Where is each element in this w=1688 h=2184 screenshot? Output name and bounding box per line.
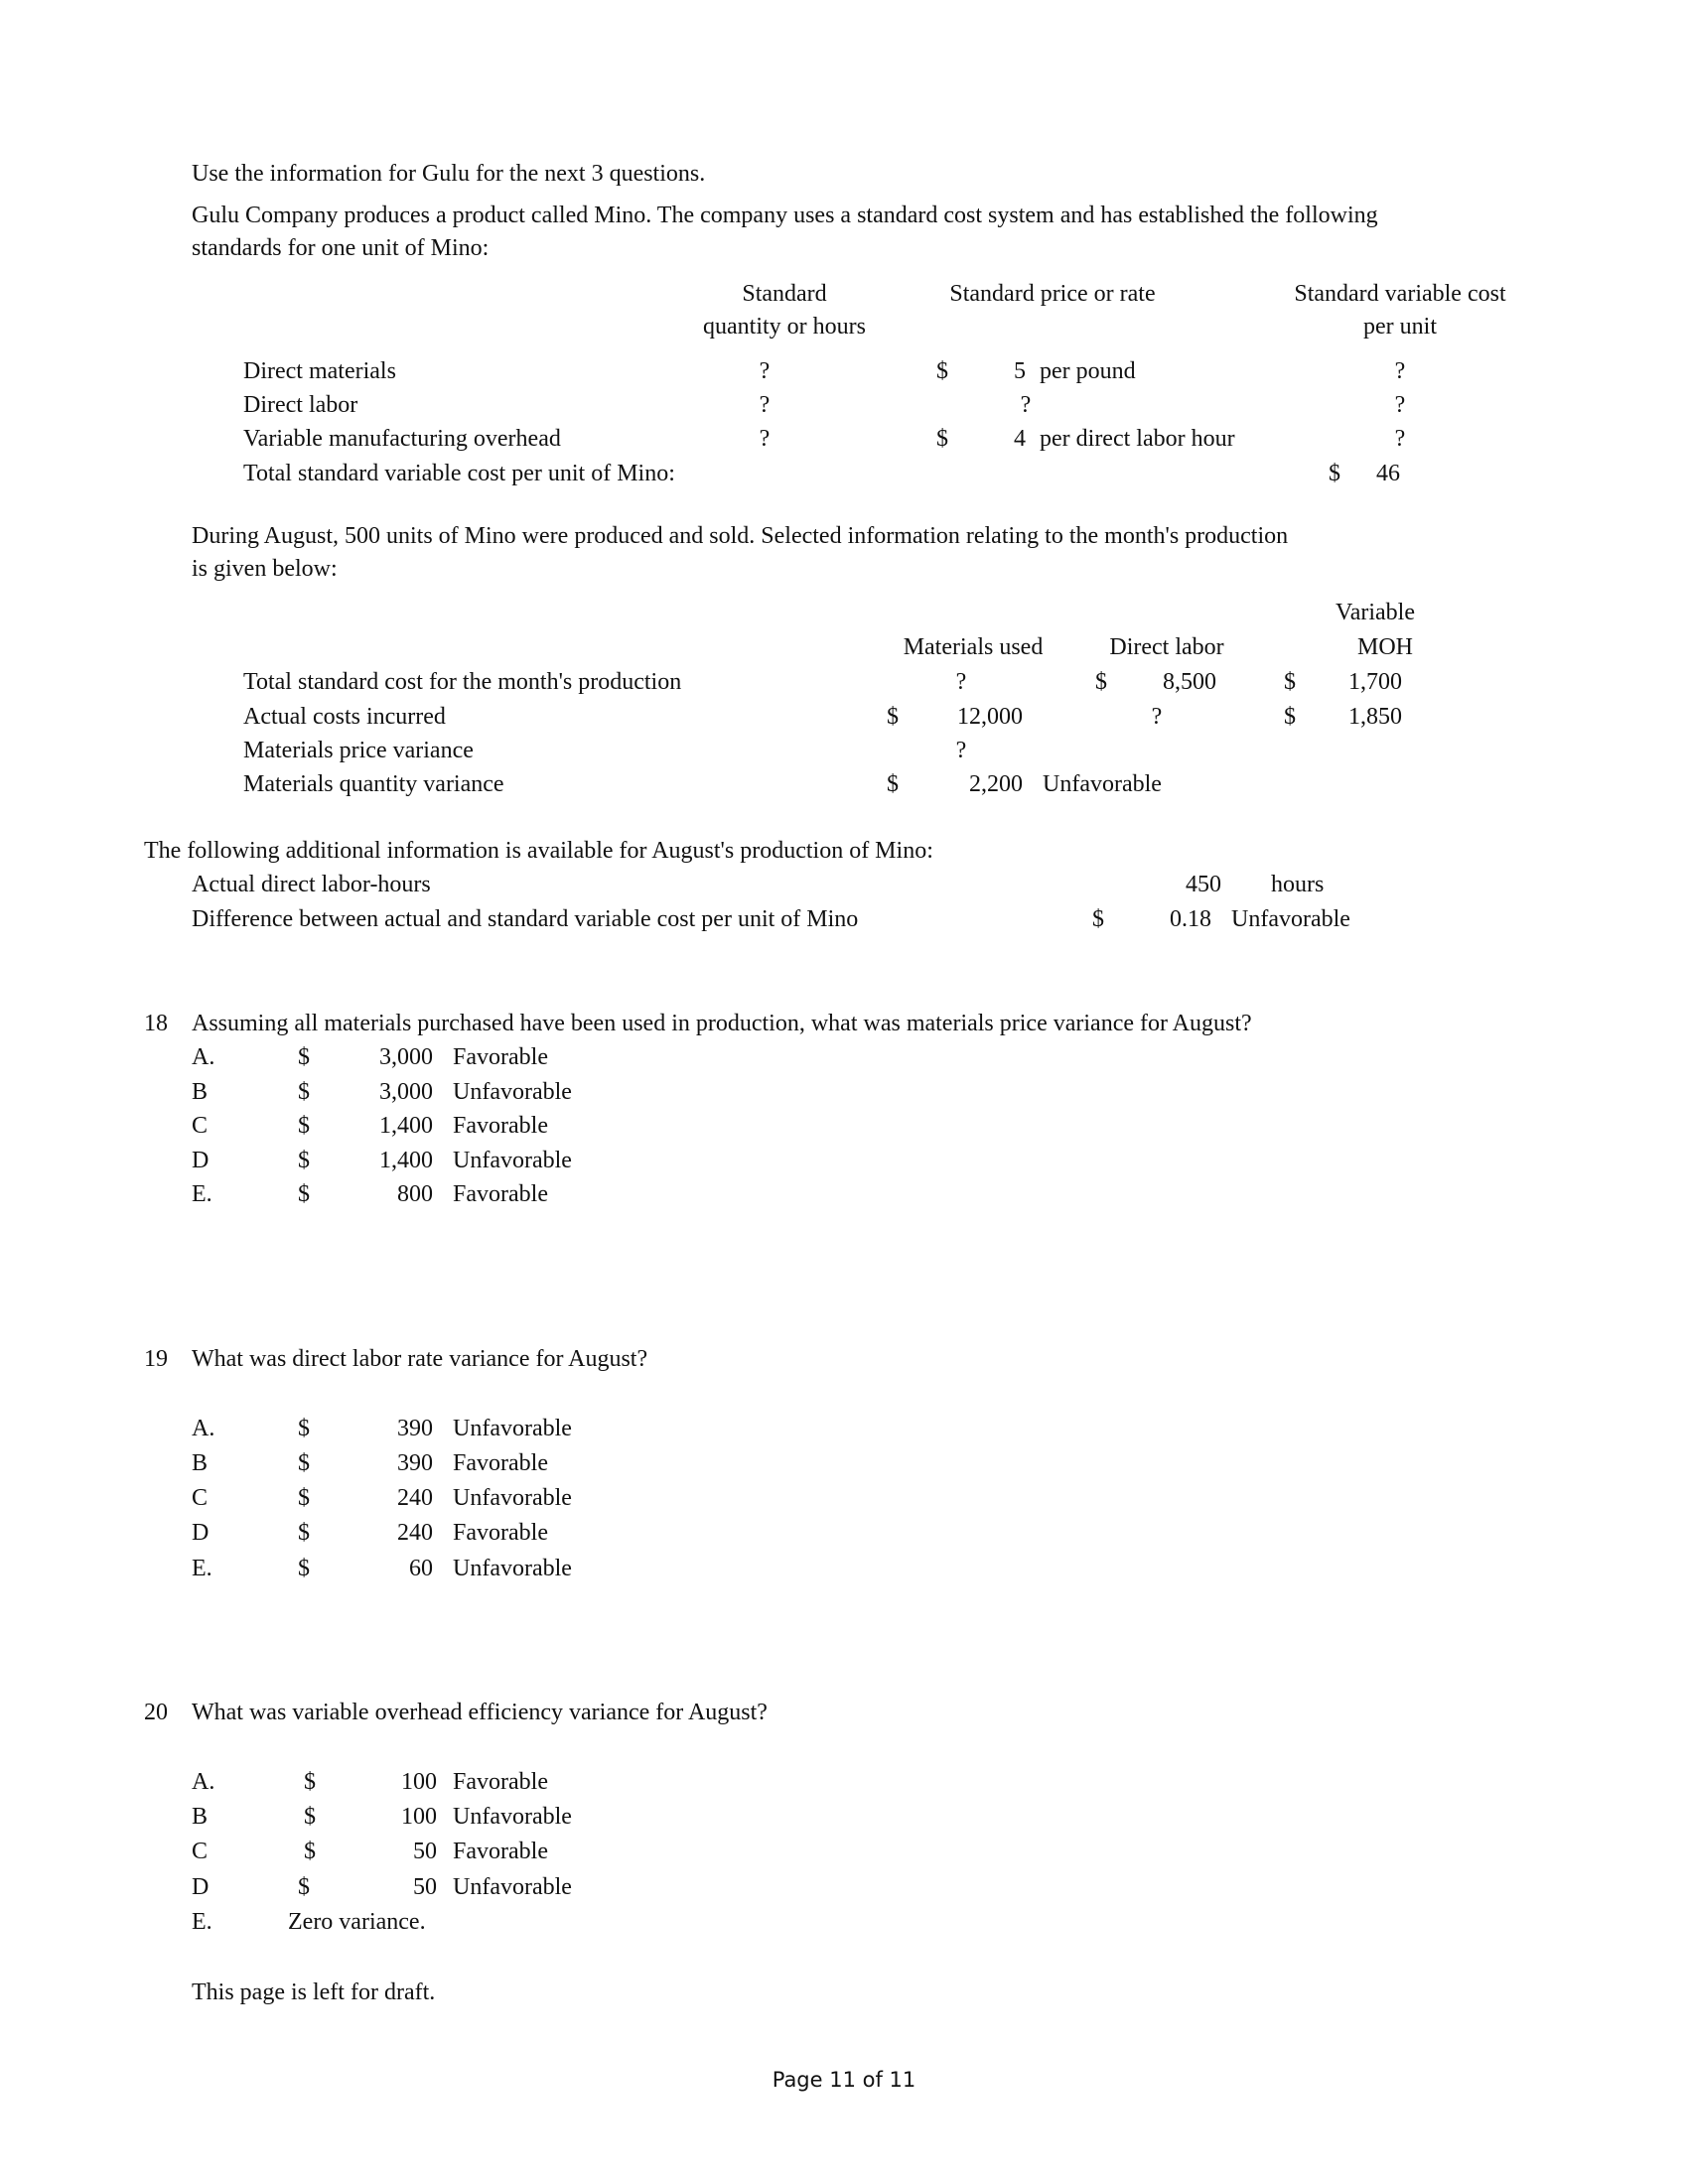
aug-row-materials-currency: $: [887, 704, 899, 730]
question-number: 20: [144, 1700, 168, 1725]
option-type: Unfavorable: [453, 1148, 572, 1173]
std-total-value: 46: [1376, 461, 1400, 486]
option-currency: $: [304, 1804, 316, 1830]
option-amount: 240: [397, 1520, 433, 1546]
option-type: Favorable: [453, 1181, 548, 1207]
option-currency: $: [298, 1113, 310, 1139]
aug-row-label: Total standard cost for the month's production: [243, 669, 682, 695]
draft-note: This page is left for draft.: [192, 1979, 436, 2005]
additional-row-currency: $: [1092, 906, 1104, 932]
option-letter: D: [192, 1520, 210, 1546]
option-currency: $: [298, 1416, 310, 1441]
option-currency: $: [298, 1079, 310, 1105]
option-letter: A.: [192, 1044, 215, 1070]
aug-row-materials: 2,200: [969, 771, 1023, 797]
aug-row-moh: 1,850: [1348, 704, 1402, 730]
additional-heading: The following additional information is available for August's production of Mino:: [144, 838, 933, 864]
option-letter: B: [192, 1450, 209, 1476]
additional-row-value: 0.18: [1170, 906, 1211, 932]
additional-row-unit: Unfavorable: [1231, 906, 1350, 932]
option-letter: B: [192, 1079, 209, 1105]
question-number: 18: [144, 1011, 168, 1036]
std-row-currency: $: [936, 358, 948, 384]
option-letter: A.: [192, 1769, 215, 1795]
aug-row-moh: 1,700: [1348, 669, 1402, 695]
std-row-price: ?: [1020, 392, 1032, 418]
std-row-currency: $: [936, 426, 948, 452]
option-letter: D: [192, 1874, 210, 1900]
std-row-label: Direct materials: [243, 358, 396, 384]
option-type: Unfavorable: [453, 1416, 572, 1441]
question-number: 19: [144, 1346, 168, 1372]
std-row-cost: ?: [1394, 426, 1406, 452]
option-amount: 1,400: [379, 1148, 433, 1173]
aug-moh-header-1: Variable: [1336, 600, 1415, 625]
option-type: Favorable: [453, 1769, 548, 1795]
option-amount: 390: [397, 1450, 433, 1476]
option-amount: 240: [397, 1485, 433, 1511]
option-amount: 50: [413, 1839, 437, 1864]
question-text: What was variable overhead efficiency variance for August?: [192, 1700, 768, 1725]
additional-row-unit: hours: [1271, 872, 1325, 897]
option-amount: 3,000: [379, 1044, 433, 1070]
additional-row-value: 450: [1186, 872, 1221, 897]
august-line-1: During August, 500 units of Mino were produced and sold. Selected information relating to the month's production: [192, 523, 1289, 549]
intro-line-3: standards for one unit of Mino:: [192, 235, 490, 261]
aug-labor-header: Direct labor: [1109, 634, 1224, 660]
aug-row-labor-currency: $: [1095, 669, 1107, 695]
aug-row-label: Materials quantity variance: [243, 771, 504, 797]
std-qty-header-1: Standard: [742, 281, 827, 307]
option-amount: 1,400: [379, 1113, 433, 1139]
option-letter: E.: [192, 1909, 212, 1935]
option-type: Favorable: [453, 1450, 548, 1476]
intro-line-2: Gulu Company produces a product called Mino. The company uses a standard cost system and has established the following: [192, 203, 1378, 228]
option-type: Favorable: [453, 1044, 548, 1070]
option-type: Unfavorable: [453, 1874, 572, 1900]
option-currency: $: [298, 1044, 310, 1070]
option-type: Favorable: [453, 1113, 548, 1139]
std-row-label: Direct labor: [243, 392, 358, 418]
option-type: Favorable: [453, 1520, 548, 1546]
option-letter: A.: [192, 1416, 215, 1441]
option-type: Unfavorable: [453, 1556, 572, 1581]
option-currency: $: [298, 1148, 310, 1173]
option-letter: B: [192, 1804, 209, 1830]
aug-row-materials: ?: [955, 738, 967, 763]
option-currency: $: [298, 1181, 310, 1207]
option-amount: 100: [401, 1804, 437, 1830]
option-letter: C: [192, 1113, 209, 1139]
option-letter: E.: [192, 1181, 212, 1207]
std-price-header: Standard price or rate: [949, 281, 1156, 307]
option-letter: E.: [192, 1556, 212, 1581]
std-row-qty: ?: [759, 358, 771, 384]
std-row-qty: ?: [759, 392, 771, 418]
std-row-qty: ?: [759, 426, 771, 452]
option-type: Favorable: [453, 1839, 548, 1864]
option-letter: C: [192, 1485, 209, 1511]
std-row-cost: ?: [1394, 392, 1406, 418]
option-text: Zero variance.: [288, 1909, 426, 1935]
std-row-label: Variable manufacturing overhead: [243, 426, 561, 452]
additional-row-label: Actual direct labor-hours: [192, 872, 431, 897]
option-amount: 390: [397, 1416, 433, 1441]
option-amount: 50: [413, 1874, 437, 1900]
option-currency: $: [298, 1556, 310, 1581]
option-currency: $: [298, 1485, 310, 1511]
option-amount: 3,000: [379, 1079, 433, 1105]
option-type: Unfavorable: [453, 1079, 572, 1105]
august-line-2: is given below:: [192, 556, 338, 582]
option-type: Unfavorable: [453, 1804, 572, 1830]
intro-line-1: Use the information for Gulu for the next 3 questions.: [192, 161, 706, 187]
std-row-unit: per direct labor hour: [1040, 426, 1235, 452]
aug-row-materials-currency: $: [887, 771, 899, 797]
option-currency: $: [298, 1520, 310, 1546]
option-type: Unfavorable: [453, 1485, 572, 1511]
aug-row-moh-currency: $: [1284, 704, 1296, 730]
option-amount: 800: [397, 1181, 433, 1207]
std-row-price: 5: [1014, 358, 1026, 384]
aug-row-label: Materials price variance: [243, 738, 474, 763]
additional-row-label: Difference between actual and standard variable cost per unit of Mino: [192, 906, 859, 932]
std-row-unit: per pound: [1040, 358, 1136, 384]
aug-row-materials: 12,000: [957, 704, 1023, 730]
option-currency: $: [298, 1450, 310, 1476]
std-total-currency: $: [1329, 461, 1340, 486]
option-letter: C: [192, 1839, 209, 1864]
aug-row-materials: ?: [955, 669, 967, 695]
aug-moh-header-2: MOH: [1356, 634, 1413, 660]
std-row-price: 4: [1014, 426, 1026, 452]
aug-row-labor: 8,500: [1163, 669, 1216, 695]
aug-row-note: Unfavorable: [1043, 771, 1162, 797]
option-amount: 100: [401, 1769, 437, 1795]
std-row-cost: ?: [1394, 358, 1406, 384]
option-currency: $: [304, 1769, 316, 1795]
aug-row-label: Actual costs incurred: [243, 704, 446, 730]
question-text: Assuming all materials purchased have been used in production, what was materials price variance for August?: [192, 1011, 1252, 1036]
question-text: What was direct labor rate variance for August?: [192, 1346, 648, 1372]
option-letter: D: [192, 1148, 210, 1173]
option-currency: $: [298, 1874, 310, 1900]
page-footer: Page 11 of 11: [772, 2068, 916, 2092]
std-cost-header-2: per unit: [1363, 314, 1437, 340]
aug-materials-header: Materials used: [903, 634, 1044, 660]
std-qty-header-2: quantity or hours: [703, 314, 866, 340]
std-total-label: Total standard variable cost per unit of Mino:: [243, 461, 675, 486]
option-amount: 60: [409, 1556, 433, 1581]
option-currency: $: [304, 1839, 316, 1864]
aug-row-labor: ?: [1151, 704, 1163, 730]
std-cost-header-1: Standard variable cost: [1294, 281, 1506, 307]
aug-row-moh-currency: $: [1284, 669, 1296, 695]
